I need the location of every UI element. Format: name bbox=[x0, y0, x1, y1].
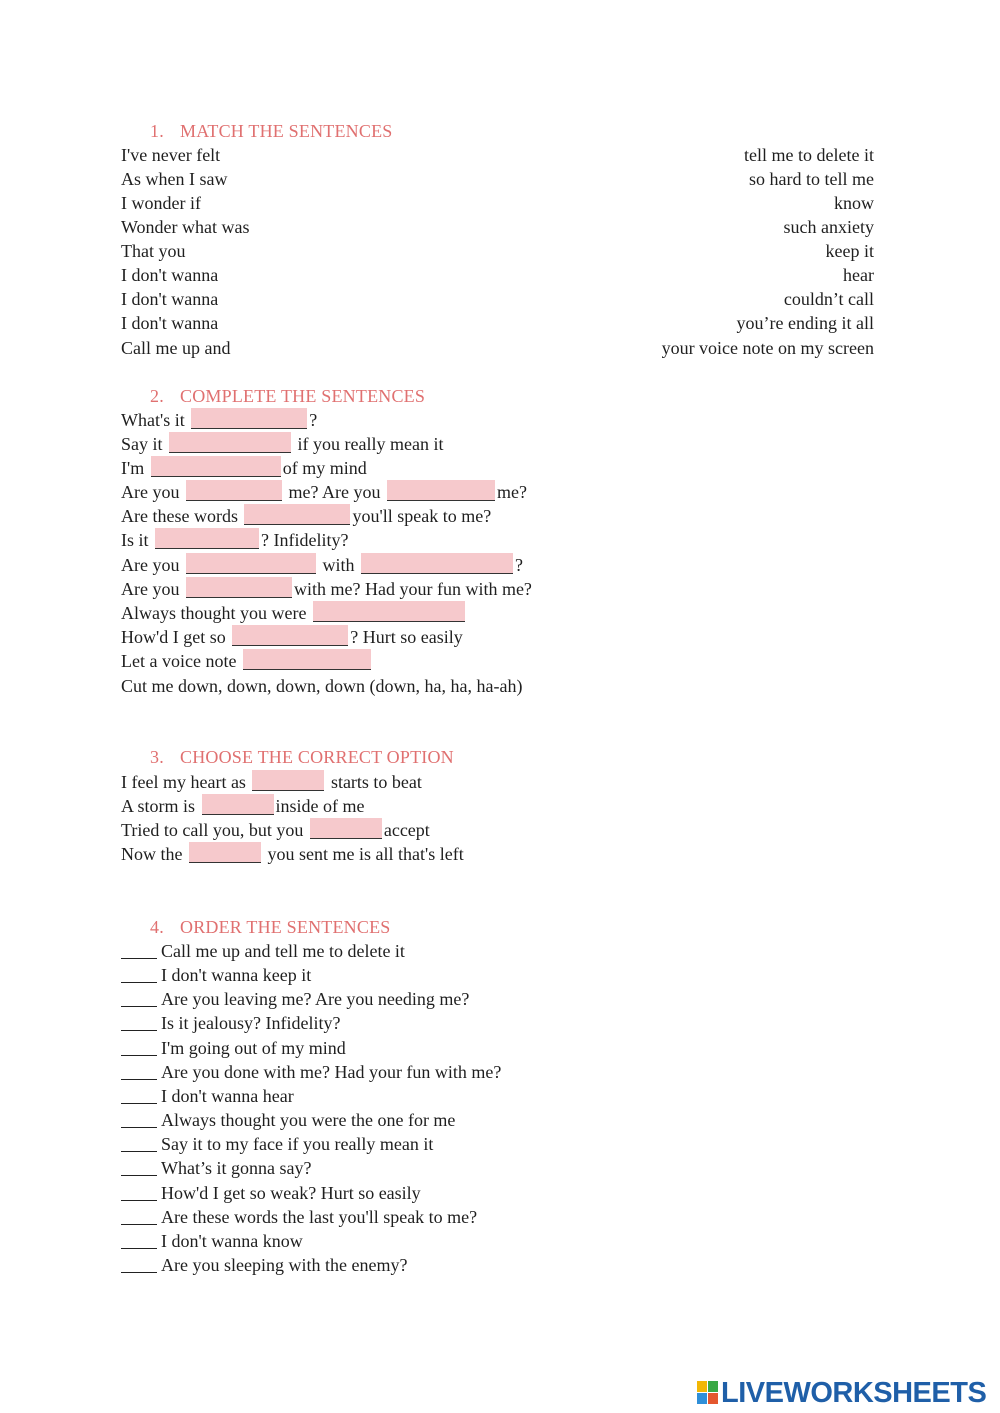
match-right-2[interactable]: so hard to tell me bbox=[749, 169, 874, 189]
line-text: if you really mean it bbox=[297, 434, 444, 454]
complete-line bbox=[121, 456, 367, 480]
answer-blank[interactable] bbox=[232, 625, 348, 646]
match-left-1: I've never felt bbox=[121, 145, 221, 165]
section-number: 4. bbox=[150, 917, 164, 937]
order-text: Always thought you were the one for me bbox=[161, 1110, 456, 1130]
line-text: ? bbox=[309, 410, 318, 430]
answer-blank[interactable] bbox=[155, 528, 259, 549]
line-text: with bbox=[322, 555, 355, 575]
order-text: What’s it gonna say? bbox=[161, 1158, 312, 1178]
line-text: inside of me bbox=[275, 796, 365, 816]
order-number-input[interactable] bbox=[121, 1085, 157, 1104]
complete-line bbox=[121, 432, 443, 456]
liveworksheets-logo[interactable] bbox=[697, 1377, 986, 1409]
line-text: Tried to call you, but you bbox=[121, 820, 304, 840]
order-text: I don't wanna know bbox=[161, 1231, 303, 1251]
match-left-8: I don't wanna bbox=[121, 313, 219, 333]
line-text: with me? Had your fun with me? bbox=[293, 579, 532, 599]
order-number-input[interactable] bbox=[121, 1206, 157, 1225]
order-item bbox=[121, 1108, 455, 1132]
complete-line bbox=[121, 553, 523, 577]
order-text: I'm going out of my mind bbox=[161, 1038, 346, 1058]
line-text: accept bbox=[383, 820, 430, 840]
section-1-heading bbox=[150, 119, 392, 143]
line-text: A storm is bbox=[121, 796, 196, 816]
order-text: I don't wanna keep it bbox=[161, 965, 312, 985]
line-text: Cut me down, down, down, down (down, ha, ha, ha-ah) bbox=[121, 676, 523, 696]
match-right-3[interactable]: know bbox=[834, 193, 874, 213]
order-number-input[interactable] bbox=[121, 964, 157, 983]
match-right-6[interactable]: hear bbox=[843, 265, 874, 285]
order-item bbox=[121, 1084, 294, 1108]
match-left-5: That you bbox=[121, 241, 186, 261]
complete-line bbox=[121, 577, 532, 601]
section-3-heading bbox=[150, 745, 454, 769]
section-4-heading bbox=[150, 915, 390, 939]
order-item bbox=[121, 1036, 346, 1060]
line-text: I feel my heart as bbox=[121, 772, 246, 792]
order-text: Are you leaving me? Are you needing me? bbox=[161, 989, 470, 1009]
answer-blank[interactable] bbox=[361, 553, 513, 574]
line-text: How'd I get so bbox=[121, 627, 226, 647]
match-right-4[interactable]: such anxiety bbox=[783, 217, 874, 237]
line-text: Say it bbox=[121, 434, 163, 454]
order-item bbox=[121, 1253, 407, 1277]
order-item bbox=[121, 1156, 311, 1180]
line-text: Let a voice note bbox=[121, 651, 237, 671]
match-right-7[interactable]: couldn’t call bbox=[783, 289, 874, 309]
answer-blank[interactable] bbox=[186, 577, 292, 598]
order-number-input[interactable] bbox=[121, 1037, 157, 1056]
match-right-5[interactable]: keep it bbox=[825, 241, 874, 261]
answer-blank[interactable] bbox=[244, 504, 350, 525]
order-item bbox=[121, 1205, 477, 1229]
line-text: me? Are you bbox=[288, 482, 381, 502]
order-text: Say it to my face if you really mean it bbox=[161, 1134, 434, 1154]
order-item bbox=[121, 987, 469, 1011]
line-text: Are these words bbox=[121, 506, 238, 526]
match-left-4: Wonder what was bbox=[121, 217, 250, 237]
complete-line bbox=[121, 480, 527, 504]
choose-line bbox=[121, 842, 464, 866]
answer-blank[interactable] bbox=[243, 649, 371, 670]
complete-line bbox=[121, 504, 491, 528]
match-left-9: Call me up and bbox=[121, 338, 231, 358]
order-number-input[interactable] bbox=[121, 940, 157, 959]
line-text: me? bbox=[496, 482, 527, 502]
line-text: Are you bbox=[121, 482, 180, 502]
order-text: Are you sleeping with the enemy? bbox=[161, 1255, 408, 1275]
line-text: ? Hurt so easily bbox=[350, 627, 463, 647]
line-text: starts to beat bbox=[330, 772, 422, 792]
order-number-input[interactable] bbox=[121, 1109, 157, 1128]
line-text: ? Infidelity? bbox=[261, 530, 349, 550]
complete-line bbox=[121, 601, 467, 625]
order-item bbox=[121, 1132, 433, 1156]
option-dropdown[interactable] bbox=[310, 818, 382, 839]
order-number-input[interactable] bbox=[121, 1157, 157, 1176]
complete-line bbox=[121, 674, 522, 698]
match-right-1[interactable]: tell me to delete it bbox=[744, 145, 874, 165]
order-text: Are these words the last you'll speak to me? bbox=[161, 1207, 478, 1227]
order-number-input[interactable] bbox=[121, 1182, 157, 1201]
order-item bbox=[121, 1181, 421, 1205]
order-number-input[interactable] bbox=[121, 1133, 157, 1152]
line-text: Always thought you were bbox=[121, 603, 307, 623]
order-text: Are you done with me? Had your fun with me? bbox=[161, 1062, 502, 1082]
complete-line bbox=[121, 528, 348, 552]
match-right-8[interactable]: you’re ending it all bbox=[736, 313, 874, 333]
order-item bbox=[121, 1011, 340, 1035]
section-title: MATCH THE SENTENCES bbox=[180, 121, 393, 141]
order-text: How'd I get so weak? Hurt so easily bbox=[161, 1183, 421, 1203]
answer-blank[interactable] bbox=[313, 601, 465, 622]
section-number: 1. bbox=[150, 121, 164, 141]
choose-line bbox=[121, 794, 365, 818]
line-text: you'll speak to me? bbox=[352, 506, 492, 526]
choose-line bbox=[121, 770, 422, 794]
order-item bbox=[121, 1229, 303, 1253]
complete-line bbox=[121, 625, 463, 649]
line-text: you sent me is all that's left bbox=[267, 844, 464, 864]
option-dropdown[interactable] bbox=[189, 842, 261, 863]
line-text: of my mind bbox=[282, 458, 367, 478]
order-number-input[interactable] bbox=[121, 1254, 157, 1273]
logo-mark-icon bbox=[697, 1381, 719, 1405]
section-title: ORDER THE SENTENCES bbox=[180, 917, 391, 937]
answer-blank[interactable] bbox=[186, 480, 282, 501]
complete-line bbox=[121, 408, 317, 432]
answer-blank[interactable] bbox=[387, 480, 495, 501]
match-right-9[interactable]: your voice note on my screen bbox=[661, 338, 874, 358]
answer-blank[interactable] bbox=[151, 456, 281, 477]
line-text: ? bbox=[515, 555, 523, 575]
option-dropdown[interactable] bbox=[252, 770, 324, 791]
order-item bbox=[121, 963, 311, 987]
order-text: I don't wanna hear bbox=[161, 1086, 294, 1106]
answer-blank[interactable] bbox=[186, 553, 316, 574]
order-item bbox=[121, 1060, 501, 1084]
section-2-heading bbox=[150, 384, 425, 408]
match-left-7: I don't wanna bbox=[121, 289, 219, 309]
answer-blank[interactable] bbox=[169, 432, 291, 453]
line-text: I'm bbox=[121, 458, 145, 478]
order-number-input[interactable] bbox=[121, 1230, 157, 1249]
order-text: Is it jealousy? Infidelity? bbox=[161, 1013, 341, 1033]
logo-text: LIVEWORKSHEETS bbox=[721, 1376, 987, 1409]
section-title: CHOOSE THE CORRECT OPTION bbox=[180, 747, 454, 767]
match-left-2: As when I saw bbox=[121, 169, 228, 189]
choose-line bbox=[121, 818, 430, 842]
complete-line bbox=[121, 649, 373, 673]
match-left-6: I don't wanna bbox=[121, 265, 219, 285]
line-text: Are you bbox=[121, 579, 180, 599]
line-text: Now the bbox=[121, 844, 183, 864]
order-item bbox=[121, 939, 405, 963]
order-number-input[interactable] bbox=[121, 1061, 157, 1080]
section-number: 2. bbox=[150, 386, 164, 406]
order-number-input[interactable] bbox=[121, 1012, 157, 1031]
match-left-3: I wonder if bbox=[121, 193, 201, 213]
answer-blank[interactable] bbox=[191, 408, 307, 429]
line-text: What's it bbox=[121, 410, 185, 430]
option-dropdown[interactable] bbox=[202, 794, 274, 815]
line-text: Are you bbox=[121, 555, 180, 575]
line-text: Is it bbox=[121, 530, 149, 550]
section-number: 3. bbox=[150, 747, 164, 767]
order-text: Call me up and tell me to delete it bbox=[161, 941, 405, 961]
section-title: COMPLETE THE SENTENCES bbox=[180, 386, 426, 406]
order-number-input[interactable] bbox=[121, 988, 157, 1007]
